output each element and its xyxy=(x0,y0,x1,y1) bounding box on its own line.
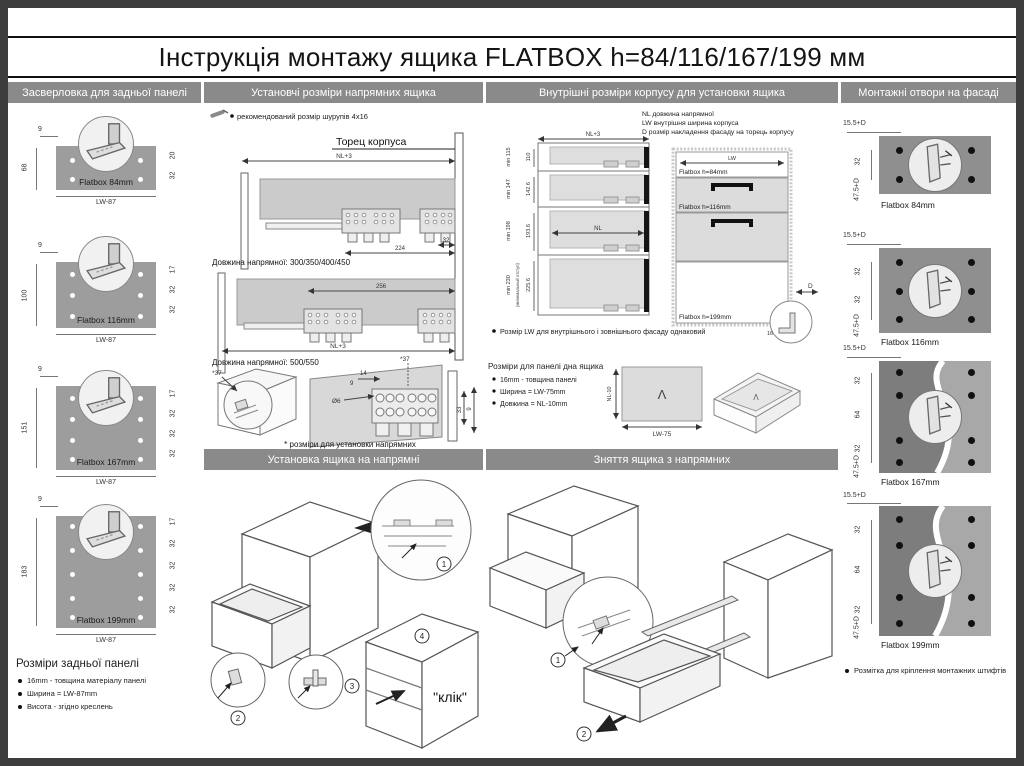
back-panel-diagram-116 xyxy=(8,230,201,357)
title-bar xyxy=(8,36,1016,78)
dim-top: 9 xyxy=(38,126,42,133)
dim-37-left: *37 xyxy=(212,370,222,377)
note-item: Ширина = LW-87mm xyxy=(18,689,198,698)
dim-lw75: LW-75 xyxy=(652,431,672,438)
mount-hole xyxy=(968,369,975,376)
mount-hole xyxy=(968,459,975,466)
mount-hole xyxy=(896,176,903,183)
mount-hole xyxy=(896,594,903,601)
diagram-label: Flatbox 116mm xyxy=(77,315,135,325)
legend-lw: LW внутрішня ширина корпуса xyxy=(642,120,739,127)
dim-d: D xyxy=(808,283,813,290)
bracket-detail-inset xyxy=(78,370,134,426)
dim-nl3: NL+3 xyxy=(585,132,601,138)
dim-nl3-top: NL+3 xyxy=(336,153,352,160)
rail-hole-pattern xyxy=(310,356,474,447)
dim-top: 15.5+D xyxy=(843,120,866,127)
dim-inner: 110 xyxy=(526,152,532,162)
facade-note xyxy=(845,666,1013,675)
drill-hole xyxy=(138,396,143,401)
back-panel-notes-title: Розміри задньої панелі xyxy=(16,658,139,670)
bracket-detail-inset xyxy=(78,236,134,292)
dim-line xyxy=(40,136,58,137)
step-number: 4 xyxy=(419,632,425,641)
back-panel-notes-list xyxy=(16,676,198,711)
dim-min: min 230 xyxy=(506,275,512,295)
diagram-label: Flatbox 84mm xyxy=(881,200,935,210)
bullet-dot xyxy=(845,669,849,673)
mount-hole xyxy=(968,620,975,627)
facade-diagram-167 xyxy=(841,343,1016,488)
drill-hole xyxy=(70,524,75,529)
body-dimensions-drawing xyxy=(486,103,838,449)
dim-right: 32 xyxy=(169,539,177,548)
step-number: 3 xyxy=(349,682,355,691)
dim-line xyxy=(871,373,872,463)
mount-hole xyxy=(896,516,903,523)
dim-gap: 32 xyxy=(854,267,862,276)
section-header-install: Установка ящика на напрямні xyxy=(204,449,483,470)
page-title: Інструкція монтажу ящика FLATBOX h=84/116/167/199 мм xyxy=(158,41,866,72)
dim-gap: 32 xyxy=(854,295,862,304)
drill-hole xyxy=(138,596,143,601)
dim-37-right: *37 xyxy=(400,356,410,363)
mount-hole xyxy=(896,147,903,154)
body-edge-label: Торец корпуса xyxy=(336,136,407,148)
dim-inner: 193.6 xyxy=(526,224,532,238)
dim-min: min 115 xyxy=(506,147,512,167)
back-panel-bar xyxy=(241,173,248,269)
bracket-sketch xyxy=(79,117,133,171)
bracket-detail-inset xyxy=(78,116,134,172)
dim-line xyxy=(847,357,901,358)
insert-arrow: Λ xyxy=(657,387,667,402)
bottom-panel-note: Ширина = LW-75mm xyxy=(500,389,566,396)
section-header-rails: Установчі розміри напрямних ящика xyxy=(204,82,483,103)
mount-hole xyxy=(968,392,975,399)
diagram-label: Flatbox 84mm xyxy=(79,177,133,187)
dim-right: 32 xyxy=(169,429,177,438)
facade-diagram-199 xyxy=(841,492,1016,654)
cabinet-front-view xyxy=(673,149,818,343)
bracket-detail-inset xyxy=(78,504,134,560)
drill-hole xyxy=(70,396,75,401)
dim-bottom: 47.5+D xyxy=(853,616,861,639)
lw-note: Розмір LW для внутрішнього і зовнішнього фасаду однаковий xyxy=(500,327,706,336)
dim-line xyxy=(36,388,37,468)
clip-detail-inset-2 xyxy=(211,653,265,725)
dim-line xyxy=(56,476,156,477)
pin-detail-inset xyxy=(908,544,962,598)
dim-bottom: 47.5+D xyxy=(853,178,861,201)
dim-line xyxy=(56,334,156,335)
drill-hole xyxy=(70,272,75,277)
mount-hole xyxy=(968,516,975,523)
dim-top: 15.5+D xyxy=(843,232,866,239)
mount-hole xyxy=(896,459,903,466)
dim-line xyxy=(871,262,872,320)
drawer-label: Flatbox h=116mm xyxy=(679,204,731,211)
bottom-panel-note: 16mm - товщина панелі xyxy=(500,377,577,384)
dim-inner: 142.6 xyxy=(526,182,532,196)
dim-right: 17 xyxy=(169,389,177,398)
remove-drawing xyxy=(486,470,838,758)
drill-hole xyxy=(70,572,75,577)
dim-nl: NL xyxy=(594,226,602,232)
pin-detail-inset xyxy=(908,390,962,444)
dim-line xyxy=(871,150,872,180)
mount-hole xyxy=(896,392,903,399)
dim-gap: 32 xyxy=(854,525,862,534)
dim-224: 224 xyxy=(394,246,406,252)
dim-line xyxy=(847,244,901,245)
pin-detail-inset xyxy=(908,138,962,192)
step-number: 2 xyxy=(235,714,241,723)
dim-right: 32 xyxy=(169,583,177,592)
mount-hole xyxy=(968,437,975,444)
mount-hole xyxy=(896,542,903,549)
dim-min: min 198 xyxy=(506,221,512,241)
drill-hole xyxy=(70,293,75,298)
dim-9: 9 xyxy=(350,381,354,387)
dim-gap: 64 xyxy=(854,410,862,419)
dim-bottom: 47.5+D xyxy=(853,314,861,337)
dim-right: 20 xyxy=(169,151,177,160)
drill-hole xyxy=(138,524,143,529)
dim-height: 151 xyxy=(21,421,29,434)
cabinet-empty xyxy=(724,534,832,678)
dim-32: 32 xyxy=(442,238,450,244)
dim-top: 15.5+D xyxy=(843,345,866,352)
facade-diagram-84 xyxy=(841,112,1016,226)
mount-hole xyxy=(896,620,903,627)
dim-14: 14 xyxy=(360,371,367,377)
note-item: Висота - згідно креслень xyxy=(18,702,198,711)
click-label: "клік" xyxy=(433,689,467,705)
pin-sketch xyxy=(909,139,961,191)
drill-hole xyxy=(70,417,75,422)
bottom-panel-drawing xyxy=(607,367,702,438)
bracket-sketch xyxy=(79,371,133,425)
back-panel-diagram-199 xyxy=(8,490,201,654)
back-panel-notes xyxy=(16,658,198,715)
dim-height: 100 xyxy=(21,289,29,302)
dim-line xyxy=(36,148,37,190)
facade-note-text: Розмітка для кріплення монтажних штифтів xyxy=(854,666,1007,675)
dim-width: LW-87 xyxy=(96,479,116,486)
drill-hole xyxy=(138,417,143,422)
dim-line xyxy=(56,634,156,635)
dim-right: 32 xyxy=(169,561,177,570)
section-header-back-panel: Засверловка для задньої панелі xyxy=(8,82,201,103)
dim-right: 32 xyxy=(169,171,177,180)
dim-d6: Ø6 xyxy=(332,398,341,405)
clip-detail-inset-3 xyxy=(289,655,359,709)
drill-hole xyxy=(138,293,143,298)
dim-line xyxy=(847,132,901,133)
cabinet-section-view xyxy=(506,143,649,315)
rail-install-note: * розміри для установки напрямних xyxy=(284,440,416,449)
cabinet-with-drawer xyxy=(212,502,378,668)
mount-hole xyxy=(968,176,975,183)
section-header-body: Внутрішні розміри корпусу для установки ящика xyxy=(486,82,838,103)
dim-gap: 32 xyxy=(854,157,862,166)
dim-height: 68 xyxy=(21,163,29,172)
dim-gap: 32 xyxy=(854,605,862,614)
dim-line xyxy=(40,506,58,507)
dim-right: 32 xyxy=(169,305,177,314)
drawer-label: Flatbox h=199mm xyxy=(679,314,732,321)
drill-hole xyxy=(70,438,75,443)
drill-hole xyxy=(138,158,143,163)
dim-width: LW-87 xyxy=(96,337,116,344)
dim-16: 16 xyxy=(767,331,774,337)
dim-line xyxy=(36,264,37,326)
dim-right: 32 xyxy=(169,409,177,418)
dim-lw: LW xyxy=(728,156,736,162)
drill-hole xyxy=(70,158,75,163)
mount-hole xyxy=(896,316,903,323)
pin-sketch xyxy=(909,265,961,317)
mount-hole xyxy=(896,288,903,295)
iso-box-detail xyxy=(212,369,296,435)
step-number: 1 xyxy=(441,560,447,569)
facade-diagram-116 xyxy=(841,228,1016,347)
section-header-remove: Зняття ящика з напрямних xyxy=(486,449,838,470)
back-panel-diagram-84 xyxy=(8,112,201,230)
dim-min: min 147 xyxy=(506,179,512,199)
body-edge-bar xyxy=(455,133,463,360)
note-item: 16mm - товщина матеріалу панелі xyxy=(18,676,198,685)
bracket-sketch xyxy=(79,237,133,291)
dim-33: 33 xyxy=(457,406,463,414)
dim-width: LW-87 xyxy=(96,637,116,644)
dim-right: 32 xyxy=(169,449,177,458)
bottom-panel-title: Розміри для панелі дна ящика xyxy=(488,362,604,371)
dim-right: 32 xyxy=(169,605,177,614)
mount-hole xyxy=(896,369,903,376)
dim-inner: 225.6 xyxy=(526,278,532,292)
rail-detail-inset xyxy=(371,480,471,580)
dim-right: 17 xyxy=(169,517,177,526)
dim-height: 183 xyxy=(21,565,29,578)
dim-256: 256 xyxy=(375,284,387,290)
dim-nl3-bottom: NL+3 xyxy=(330,343,346,350)
drill-hole xyxy=(138,272,143,277)
drill-hole xyxy=(70,548,75,553)
mount-hole xyxy=(968,147,975,154)
dim-nl10: NL-10 xyxy=(607,386,613,402)
dim-top: 15.5+D xyxy=(843,492,866,499)
bottom-panel-note: Довжина = NL-10mm xyxy=(500,401,568,408)
diagram-label: Flatbox 167mm xyxy=(76,457,136,467)
dim-line xyxy=(871,520,872,624)
legend-nl: NL довжина напрямної xyxy=(642,111,715,118)
rail1-length-label: Довжина напрямної: 300/350/400/450 xyxy=(212,258,351,267)
drill-hole xyxy=(70,596,75,601)
dim-line xyxy=(56,196,156,197)
insert-arrow-small: Λ xyxy=(753,393,759,402)
drill-hole xyxy=(138,438,143,443)
bracket-sketch xyxy=(79,505,133,559)
rails-drawing xyxy=(204,103,483,449)
min-indent-note: (минимальный отступ) xyxy=(515,263,520,307)
diagram-label: Flatbox 199mm xyxy=(881,640,940,650)
dim-top: 9 xyxy=(38,242,42,249)
drawer-label: Flatbox h=84mm xyxy=(679,169,728,176)
dim-width: LW-87 xyxy=(96,199,116,206)
dim-line xyxy=(847,503,901,504)
diagram-label: Flatbox 116mm xyxy=(881,337,939,347)
step-number: 2 xyxy=(581,730,587,739)
mount-hole xyxy=(896,259,903,266)
mount-hole xyxy=(968,542,975,549)
back-panel-diagram-167 xyxy=(8,358,201,490)
rail2-length-label: Довжина напрямної: 500/550 xyxy=(212,358,319,367)
mount-hole xyxy=(968,594,975,601)
mount-hole xyxy=(968,288,975,295)
section-header-facade: Монтажні отвори на фасаді xyxy=(841,82,1016,103)
mount-hole xyxy=(968,316,975,323)
drill-hole xyxy=(138,548,143,553)
dim-line xyxy=(40,252,58,253)
diagram-label: Flatbox 167mm xyxy=(881,477,940,487)
legend-d: D розмір накладення фасаду на торець корпусу xyxy=(642,129,794,136)
dim-top: 9 xyxy=(38,366,42,373)
mount-hole xyxy=(968,259,975,266)
dim-9b: 9 xyxy=(467,407,473,411)
dim-bottom: 47.5+D xyxy=(853,455,861,478)
dim-gap: 64 xyxy=(854,565,862,574)
install-drawing xyxy=(204,470,483,758)
dim-line xyxy=(40,376,58,377)
screw-note: рекомендований розмір шурупів 4x16 xyxy=(237,112,368,121)
pin-sketch xyxy=(909,545,961,597)
screw-icon xyxy=(210,109,228,118)
dim-right: 17 xyxy=(169,265,177,274)
pin-detail-inset xyxy=(908,264,962,318)
dim-right: 32 xyxy=(169,285,177,294)
pin-sketch xyxy=(909,391,961,443)
dim-line xyxy=(36,518,37,626)
mount-hole xyxy=(896,437,903,444)
step-number: 1 xyxy=(555,656,561,665)
drawer-iso-sketch xyxy=(714,373,800,433)
drill-hole xyxy=(138,572,143,577)
dim-gap: 32 xyxy=(854,376,862,385)
dim-gap: 32 xyxy=(854,444,862,453)
diagram-label: Flatbox 199mm xyxy=(76,615,136,625)
dim-top: 9 xyxy=(38,496,42,503)
